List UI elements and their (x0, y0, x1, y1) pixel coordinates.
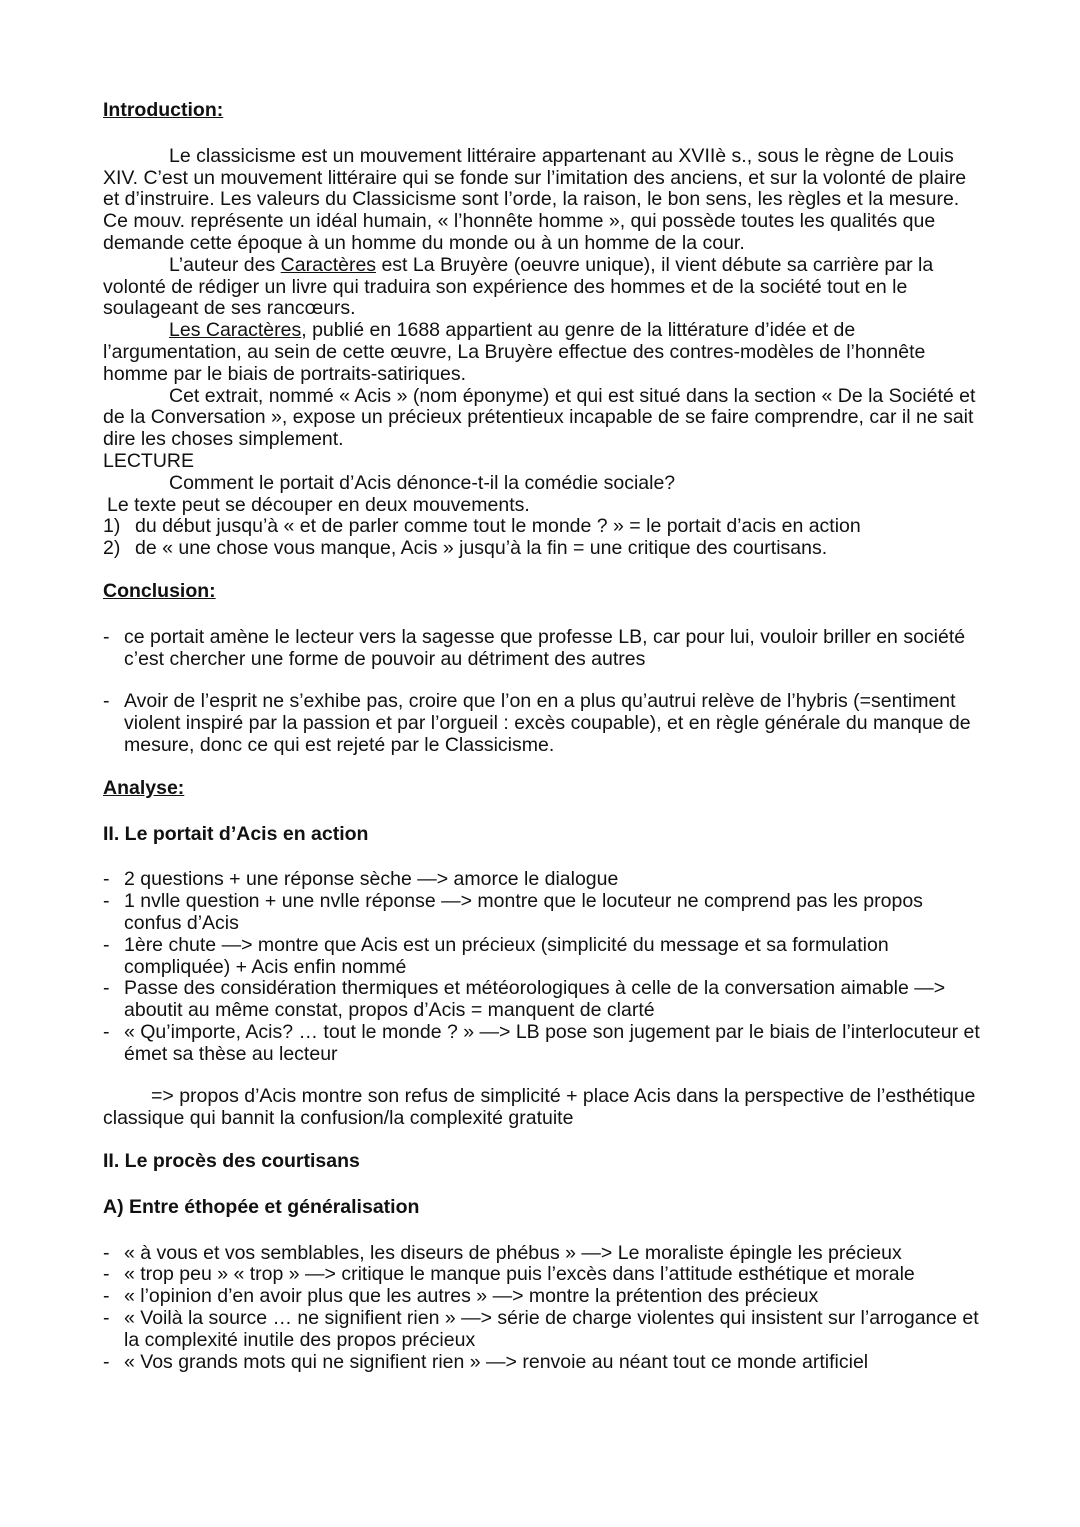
list-item-text: 1 nvlle question + une nvlle réponse —> montre que le locuteur ne comprend pas les propos confus d’Acis (124, 890, 923, 934)
bullet-dash: - (103, 625, 110, 648)
list-item (103, 1352, 983, 1374)
movement-item (103, 538, 983, 560)
analyse-heading: Analyse: (103, 776, 185, 799)
bullet-dash: - (103, 1263, 110, 1286)
subsection-title: A) Entre éthopée et généralisation (103, 1195, 420, 1218)
bullet-dash: - (103, 890, 110, 913)
list-item (103, 1286, 983, 1308)
conclusion-list (103, 691, 983, 756)
list-item-text: 2 questions + une réponse sèche —> amorce le dialogue (124, 868, 619, 891)
list-item-text: « Voilà la source … ne signifient rien » —> série de charge violentes qui insistent sur l’arrogance et la complexité inutile des propos précieux (124, 1307, 979, 1351)
intro-paragraph-4: Cet extrait, nommé « Acis » (nom éponyme) et qui est situé dans la section « De la Société et de la Conversation », expose un précieux prétentieux incapable de se faire comprendre, car il ne sait dire les choses simplement. (103, 384, 976, 451)
bullet-dash: - (103, 1307, 110, 1330)
list-item (103, 935, 983, 979)
bullet-dash: - (103, 1285, 110, 1308)
section-title: II. Le procès des courtisans (103, 1150, 360, 1173)
list-item-text: « à vous et vos semblables, les diseurs de phébus » —> Le moraliste épingle les précieux (124, 1241, 902, 1264)
conclusion-heading: Conclusion: (103, 579, 216, 602)
list-item-text: Passe des considération thermiques et météorologiques à celle de la conversation aimable —> aboutit au même constat, propos d’Acis = manquent de clarté (124, 977, 946, 1022)
list-item (103, 1264, 983, 1286)
movement-text: de « une chose vous manque, Acis » jusqu’à la fin = une critique des courtisans. (135, 537, 828, 560)
bullet-dash: - (103, 977, 110, 1000)
introduction-heading: Introduction: (103, 99, 224, 121)
problematic-question: Comment le portait d’Acis dénonce-t-il la comédie sociale? (169, 471, 676, 494)
analysis-list-1 (103, 869, 983, 1065)
bullet-dash: - (103, 690, 110, 713)
list-item-text: « Qu’importe, Acis? … tout le monde ? » —> LB pose son jugement par le biais de l’interlocuteur et émet sa thèse au lecteur (124, 1020, 980, 1065)
movement-text: du début jusqu’à « et de parler comme tout le monde ? » = le portait d’acis en action (135, 515, 861, 538)
list-item (103, 627, 983, 671)
text-fragment: est La Bruyère (oeuvre unique), il vient débute sa carrière par la volonté de rédiger un livre qui traduira son expérience des hommes et de la société tout en le soulageant de ses rancœurs. (103, 253, 934, 320)
bullet-dash: - (103, 933, 110, 956)
text-fragment: L’auteur des (169, 253, 281, 276)
list-item-text: « l’opinion d’en avoir plus que les autres » —> montre la prétention des précieux (124, 1285, 819, 1308)
plan-intro: Le texte peut se découper en deux mouvements. (107, 493, 530, 516)
movement-item (103, 516, 983, 538)
list-item-text: « trop peu » « trop » —> critique le manque puis l’excès dans l’attitude esthétique et morale (124, 1263, 915, 1286)
list-item (103, 869, 983, 891)
intro-paragraph-3 (103, 320, 983, 385)
list-item-text: ce portait amène le lecteur vers la sagesse que professe LB, car pour lui, vouloir briller en société c’est chercher une forme de pouvoir au détriment des autres (124, 625, 966, 670)
list-item-text: « Vos grands mots qui ne signifient rien » —> renvoie au néant tout ce monde artificiel (124, 1350, 869, 1373)
intro-paragraph-1: Le classicisme est un mouvement littéraire appartenant au XVIIè s., sous le règne de Louis XIV. C’est un mouvement littéraire qui se fonde sur l’imitation des anciens, et sur la volonté de plaire et d’instruire. Les valeurs du Classicisme sont l’orde, la raison, le bon sens, les règles et la mesure. Ce mouv. représente un idéal humain, « l’honnête homme », qui possède toutes les qualités que demande cette époque à un homme du monde ou à un homme de la cour. (103, 144, 967, 254)
conclusion-list (103, 627, 983, 671)
list-item (103, 891, 983, 935)
text-fragment: , publié en 1688 appartient au genre de la littérature d’idée et de l’argumentation, au sein de cette œuvre, La Bruyère effectue des contres-modèles de l’honnête homme par le biais de portraits-satiriques. (103, 319, 926, 385)
list-item (103, 691, 983, 756)
partial-conclusion: => propos d’Acis montre son refus de simplicité + place Acis dans la perspective de l’esthétique classique qui bannit la confusion/la complexité gratuite (103, 1085, 976, 1130)
bullet-dash: - (103, 1241, 110, 1264)
lecture-label: LECTURE (103, 449, 195, 472)
movement-number: 1) (103, 515, 121, 538)
analysis-list-2 (103, 1243, 983, 1374)
movement-number: 2) (103, 537, 121, 560)
bullet-dash: - (103, 868, 110, 891)
book-title: Caractères (280, 253, 377, 276)
list-item-text: 1ère chute —> montre que Acis est un précieux (simplicité du message et sa formulation compliquée) + Acis enfin nommé (124, 933, 889, 978)
list-item-text: Avoir de l’esprit ne s’exhibe pas, croire que l’on en a plus qu’autrui relève de l’hybris (=sentiment violent inspiré par la passion et par l’orgueil : excès coupable), et en règle générale du manque de mesure, donc ce qui est rejeté par le Classicisme. (124, 690, 971, 756)
bullet-dash: - (103, 1350, 110, 1373)
bullet-dash: - (103, 1020, 110, 1043)
movements-list (103, 516, 983, 560)
list-item (103, 1308, 983, 1352)
document-page (103, 100, 983, 1373)
book-title: Les Caractères (169, 319, 302, 342)
list-item (103, 1243, 983, 1265)
section-title: II. Le portait d’Acis en action (103, 822, 369, 845)
list-item (103, 978, 983, 1022)
list-item (103, 1022, 983, 1066)
intro-paragraph-2 (103, 255, 983, 320)
